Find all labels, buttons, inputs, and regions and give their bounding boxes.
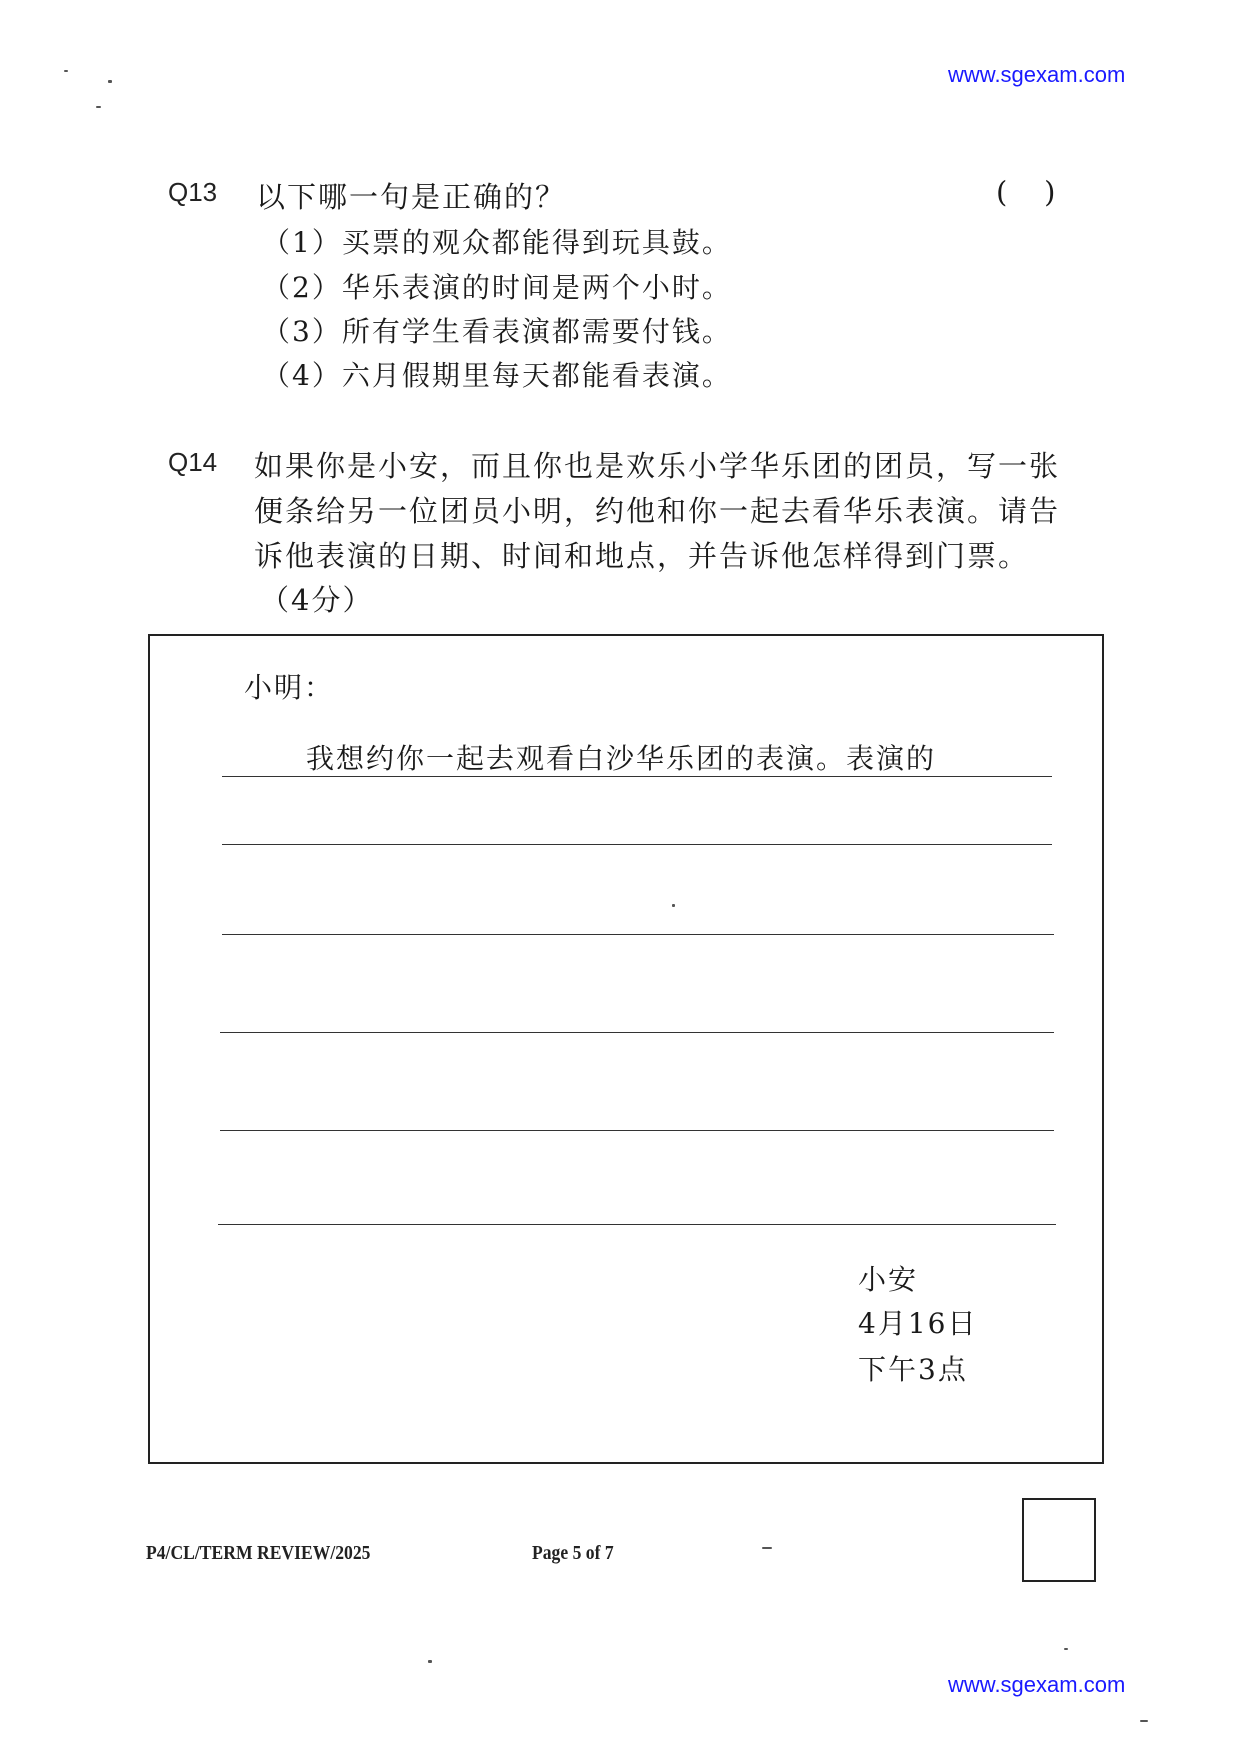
writing-line-6[interactable] (218, 1224, 1056, 1225)
q13-answer-bracket[interactable]: ( ) (996, 175, 1056, 209)
note-signature: 小安 (858, 1263, 919, 1296)
watermark-bottom: www.sgexam.com (948, 1672, 1126, 1697)
q13-option-2: （2）华乐表演的时间是两个小时。 (262, 271, 732, 304)
note-salutation: 小明： (244, 671, 335, 704)
score-box[interactable] (1022, 1498, 1096, 1582)
page-number: Page 5 of 7 (532, 1542, 614, 1564)
q14-line-1: 如果你是小安，而且你也是欢乐小学华乐团的团员，写一张 (254, 449, 1061, 483)
q13-number: Q13 (168, 177, 218, 207)
writing-line-5[interactable] (220, 1130, 1054, 1131)
note-opening: 我想约你一起去观看白沙华乐团的表演。表演的 (306, 742, 937, 775)
q13-option-3: （3）所有学生看表演都需要付钱。 (262, 315, 732, 348)
q14-line-3: 诉他表演的日期、时间和地点，并告诉他怎样得到门票。 (254, 539, 1030, 573)
scan-speck (96, 106, 101, 108)
paper-code: P4/CL/TERM REVIEW/2025 (146, 1542, 371, 1564)
scan-speck (1140, 1720, 1148, 1722)
scan-speck (428, 1660, 432, 1663)
note-time: 下午3点 (858, 1353, 968, 1386)
scan-speck (1064, 1648, 1068, 1650)
scan-speck (108, 80, 112, 83)
q13-question: 以下哪一句是正确的？ (256, 180, 567, 214)
writing-line-3[interactable] (222, 934, 1054, 935)
writing-line-2[interactable] (222, 844, 1052, 845)
scan-speck (64, 70, 68, 72)
note-date: 4月16日 (858, 1307, 978, 1340)
q14-line-2: 便条给另一位团员小明，约他和你一起去看华乐表演。请告 (254, 494, 1061, 528)
scan-speck (672, 904, 675, 907)
watermark-top: www.sgexam.com (948, 62, 1126, 87)
writing-line-1[interactable] (222, 776, 1052, 777)
q14-marks: （4分） (260, 583, 374, 617)
q13-option-1: （1）买票的观众都能得到玩具鼓。 (262, 226, 732, 259)
dash-mark (762, 1547, 772, 1549)
q14-number: Q14 (168, 447, 218, 477)
writing-line-4[interactable] (220, 1032, 1054, 1033)
q13-option-4: （4）六月假期里每天都能看表演。 (262, 359, 732, 392)
